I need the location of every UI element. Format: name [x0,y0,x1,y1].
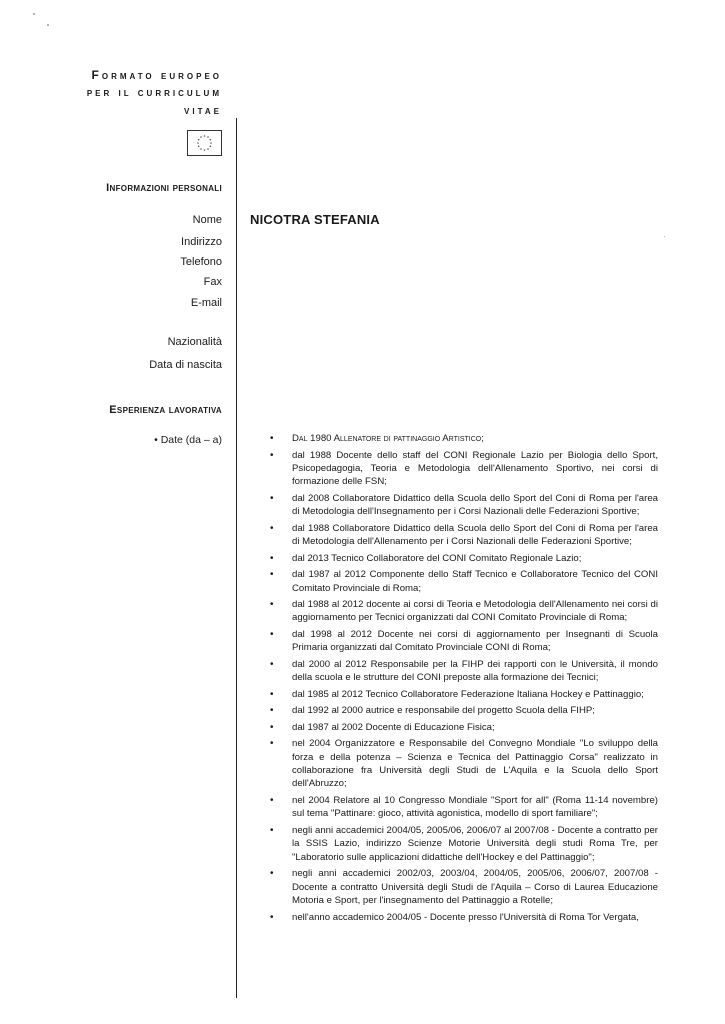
personal-info-title: Informazioni personali [106,182,222,194]
header-line-3: vitae [184,105,222,117]
scan-speck [664,236,665,237]
experience-item: • dal 1988 al 2012 docente ai corsi di Teoria e Metodologia dell'Allenamento nei corsi di aggiornamento per Tecnici organizzati dal CONI Comitato Provinciale di Roma; [270,598,658,625]
label-fax: Fax [203,276,222,288]
experience-item: • dal 2000 al 2012 Responsabile per la FIHP dei rapporti con le Università, il mondo della scuola e le strutture del CONI preposte alla formazione dei Tecnici; [270,658,658,685]
scan-speck [47,24,49,26]
column-divider [236,118,237,998]
experience-item: • nell'anno accademico 2004/05 - Docente presso l'Università di Roma Tor Vergata, [270,911,658,924]
experience-item: • dal 2013 Tecnico Collaboratore del CONI Comitato Regionale Lazio; [270,552,658,565]
experience-item: • dal 1998 al 2012 Docente nei corsi di aggiornamento per Insegnanti di Scuola Primaria organizzati dal Comitato Provinciale CONI di Roma; [270,628,658,655]
experience-item: • dal 1992 al 2000 autrice e responsabile del progetto Scuola della FIHP; [270,704,658,717]
experience-item [270,432,658,445]
header-line-2: per il curriculum [86,87,222,99]
experience-item-prefix: Dal 1980 [292,433,334,444]
cv-header [87,66,222,120]
label-phone: Telefono [180,256,222,268]
experience-list [270,432,658,927]
label-name: Nome [192,214,222,226]
experience-item: • dal 1987 al 2002 Docente di Educazione Fisica; [270,721,658,734]
experience-item: • negli anni accademici 2002/03, 2003/04, 2004/05, 2005/06, 2006/07, 2007/08 - Docente a contratto Università degli Studi de l'Aquila – Corso di Laurea Educazione Motoria e Sport, per l'insegnamento del Pattinaggio a Rotelle; [270,867,658,907]
experience-item: • nel 2004 Relatore al 10 Congresso Mondiale "Sport for all" (Roma 11-14 novembre) sul tema "Pattinare: gioco, attività agonistica, modello di sport familiare"; [270,794,658,821]
label-email: E-mail [190,297,222,309]
experience-item: • dal 1985 al 2012 Tecnico Collaboratore Federazione Italiana Hockey e Pattinaggio; [270,688,658,701]
experience-item: • negli anni accademici 2004/05, 2005/06, 2006/07 al 2007/08 - Docente a contratto per la SSIS Lazio, indirizzo Scienze Motorie Università degli studi Roma Tre, per "Laboratorio sulle applicazioni didattiche dell'Hockey e del Pattinaggio"; [270,824,658,864]
experience-item: • dal 1987 al 2012 Componente dello Staff Tecnico e Collaboratore Tecnico del CONI Comitato Provinciale di Roma; [270,568,658,595]
label-nationality: Nazionalità [167,336,222,348]
name-value: NICOTRA STEFANIA [250,212,380,227]
eu-flag-icon [187,130,222,156]
experience-item: • dal 1988 Docente dello staff del CONI Regionale Lazio per Biologia dello Sport, Psicopedagogia, Teoria e Metodologia dell'Allenamento Sportivo, nei corsi di formazione delle FSN; [270,449,658,489]
experience-item-role: Allenatore di pattinaggio Artistico; [333,433,484,444]
label-birthdate: Data di nascita [149,359,222,371]
scan-speck [33,13,35,15]
label-address: Indirizzo [181,236,222,248]
work-experience-title: Esperienza lavorativa [109,404,222,416]
experience-item: • nel 2004 Organizzatore e Responsabile del Convegno Mondiale "Lo sviluppo della forza e della potenza – Scienza e Tecnica del Pattinaggio Corsa" realizzato in collaborazione fra Università degli Studi de L'Aquila e la Scuola dello Sport dell'Abruzzo; [270,737,658,791]
date-range-label: • Date (da – a) [154,434,222,446]
experience-item: • dal 1988 Collaboratore Didattico della Scuola dello Sport del Coni di Roma per l'area di Metodologia dell'Allenamento per i Corsi Nazionali delle Federazioni Sportive; [270,522,658,549]
header-line-1: Formato europeo [91,68,222,82]
experience-item: • dal 2008 Collaboratore Didattico della Scuola dello Sport del Coni di Roma per l'area di Metodologia dell'Insegnamento per i Corsi Nazionali delle Federazioni Sportive; [270,492,658,519]
